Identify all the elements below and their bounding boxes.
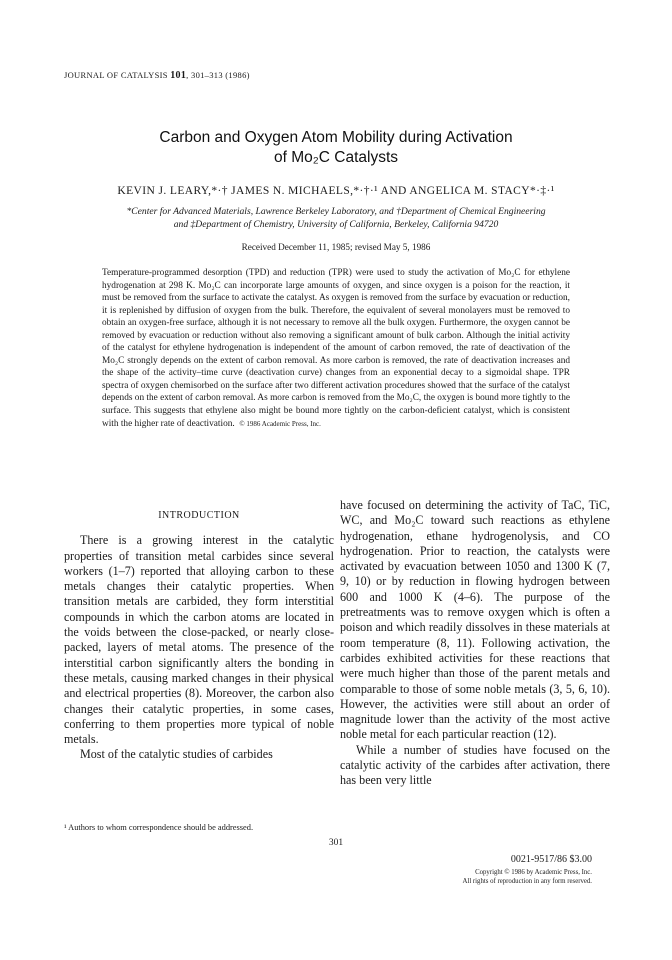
abstract [102,267,570,430]
journal-volume: 101 [170,70,187,81]
intro-paragraph-continued: have focused on determining the activity of TaC, TiC, WC, and Mo₂C toward such reactions as ethylene hydrogenation, ethane hydrogenolysis, and CO hydrogenation. Prior to reaction, the catalysts were activated by evacuation between 1050 and 1300 K (7, 9, 10) or by reduction in flowing hydrogen between 600 and 1000 K (4–6). The purpose of the pretreatments was to remove oxygen which is often a poison and which readily dissolves in these materials at room temperature (8, 11). Following activation, the carbides exhibited activities for these reactions that were much higher than those of the parent metals and comparable to those of some noble metals (3, 5, 6, 10). However, the activities were still about an order of magnitude lower than the activity of the most active noble metal for each particular reaction (12). [340,498,610,742]
title-line-1: Carbon and Oxygen Atom Mobility during Activation [159,129,513,146]
right-column [340,498,610,789]
abstract-text: Temperature-programmed desorption (TPD) and reduction (TPR) were used to study the activation of Mo₂C for ethylene hydrogenation at 298 K. Mo₂C can incorporate large amounts of oxygen, and since oxygen is a poison for the reaction, it must be removed from the surface to activate the catalyst. As oxygen is removed from the surface by evacuation or reduction, it is replenished by diffusion of oxygen from the bulk. Therefore, the equivalent of several monolayers must be removed to obtain an oxygen-free surface, although it is not necessary to remove all the bulk oxygen. Furthermore, the oxygen cannot be removed by evacuation or reduction without also removing a significant amount of bulk carbon. Although the initial activity of the catalyst for ethylene hydrogenation is independent of the amount of carbon removed, the rate of deactivation of the Mo₂C strongly depends on the extent of carbon removal. As more carbon is removed, the rate of deactivation increases and the shape of the activity–time curve (deactivation curve) changes from an exponential decay to a sigmoidal shape. TPR spectra of oxygen chemisorbed on the surface after two different activation procedures showed that the surface of the catalyst depends on the extent of carbon removal. As more carbon is removed from the Mo₂C, the oxygen is bound more tightly to the surface. This suggests that ethylene also might be bound more tightly on the carbon-deficient catalyst, which is consistent with the higher rate of deactivation. [102,268,570,429]
copyright-line-2: All rights of reproduction in any form reserved. [462,878,592,885]
author-list: KEVIN J. LEARY,*·† JAMES N. MICHAELS,*·†·¹ AND ANGELICA M. STACY*·‡·¹ [117,185,555,197]
title-line-2: of Mo₂C Catalysts [273,149,399,166]
journal-pages: 301–313 (1986) [191,70,250,80]
journal-name: JOURNAL OF CATALYSIS [64,70,168,80]
affiliation-line-1: *Center for Advanced Materials, Lawrence Berkeley Laboratory, and †Department of Chemical Engineering [126,206,546,217]
intro-paragraph-1: There is a growing interest in the catalytic properties of transition metal carbides since several workers (1–7) reported that alloying carbon to these metals changes their catalytic properties. When transition metals are carbided, they form interstitial compounds in which the carbon atoms are located in the voids between the close-packed, or nearly close-packed, layers of metal atoms. The presence of the interstitial carbon significantly alters the bonding in these metals, causing marked changes in their physical and electrical properties (8). Moreover, the carbon also changes their catalytic properties, in some cases, conferring to them properties more typical of noble metals. [64,533,334,747]
issn-price: 0021-9517/86 $3.00 [510,854,592,865]
journal-header: JOURNAL OF CATALYSIS 101, 301–313 (1986) [64,70,250,81]
page-number: 301 [328,838,344,848]
left-column [64,500,334,763]
footnote: ¹ Authors to whom correspondence should be addressed. [64,823,254,832]
copyright-line-1: Copyright © 1986 by Academic Press, Inc. [475,869,592,876]
affiliations [30,206,642,231]
paper-title [60,128,612,168]
received-date: Received December 11, 1985; revised May 5, 1986 [241,242,431,252]
section-heading-introduction: INTRODUCTION [158,510,240,521]
abstract-copyright: © 1986 Academic Press, Inc. [239,419,321,428]
copyright-notice [463,868,592,886]
intro-paragraph-2: Most of the catalytic studies of carbides [80,747,273,762]
affiliation-line-2: and ‡Department of Chemistry, University of California, Berkeley, California 94720 [173,218,499,230]
intro-paragraph-3: While a number of studies have focused on the catalytic activity of the carbides after activation, there has been very little [340,742,610,788]
